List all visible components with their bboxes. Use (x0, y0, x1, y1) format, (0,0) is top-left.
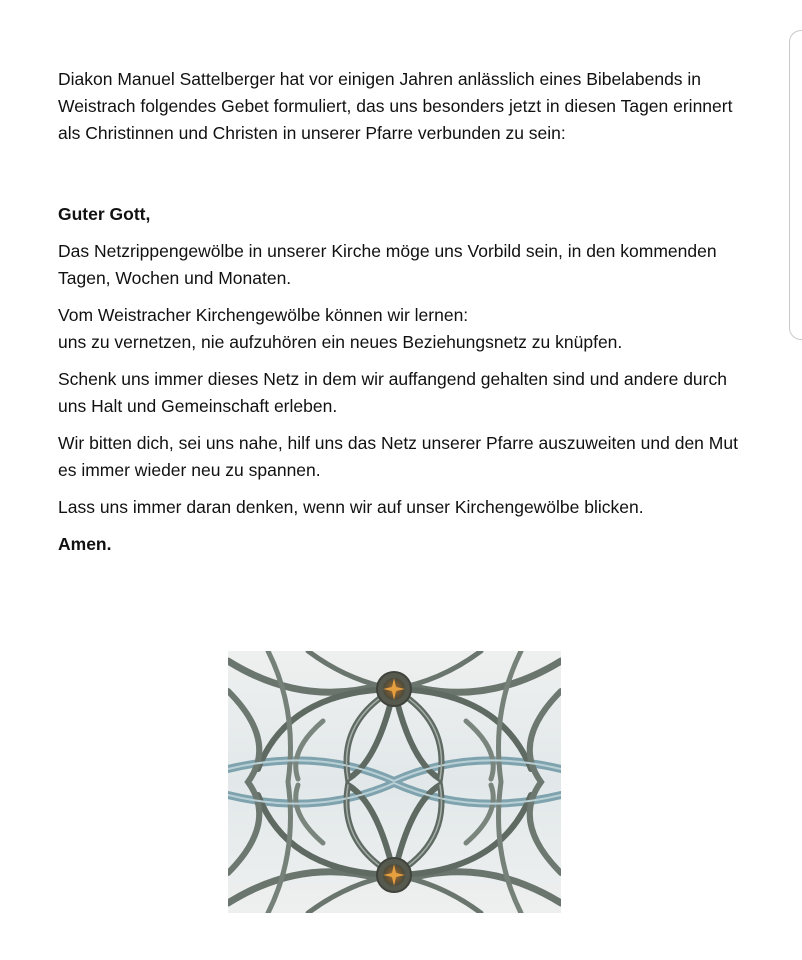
prayer-paragraph-4: Wir bitten dich, sei uns nahe, hilf uns das Netz unserer Pfarre auszuweiten und den Mut es immer wieder neu zu spannen. (58, 433, 738, 480)
prayer-paragraph-3: Schenk uns immer dieses Netz in dem wir auffangend gehalten sind und andere durch uns Halt und Gemeinschaft erleben. (58, 369, 727, 416)
church-vault-image (228, 651, 561, 913)
prayer-paragraph-2-line-1: Vom Weistracher Kirchengewölbe können wir lernen: (58, 305, 469, 325)
document-page (58, 66, 758, 558)
prayer-paragraph-1: Das Netzrippengewölbe in unserer Kirche möge uns Vorbild sein, in den kommenden Tagen, Wochen und Monaten. (58, 241, 717, 288)
prayer-paragraph-5: Lass uns immer daran denken, wenn wir auf unser Kirchengewölbe blicken. (58, 497, 644, 517)
net-rib-vault-illustration (228, 651, 561, 913)
scrollbar-edge[interactable] (789, 30, 802, 340)
vault-boss-bottom (377, 858, 411, 892)
vault-boss-top (377, 672, 411, 706)
prayer-paragraph-2 (58, 302, 758, 356)
intro-paragraph: Diakon Manuel Sattelberger hat vor einigen Jahren anlässlich eines Bibelabends in Weistrach folgendes Gebet formuliert, das uns besonders jetzt in diesen Tagen erinnert als Christinnen und Christen in unserer Pfarre verbunden zu sein: (58, 69, 733, 143)
prayer-greeting: Guter Gott, (58, 204, 151, 224)
prayer-amen: Amen. (58, 534, 112, 554)
prayer-paragraph-2-line-2: uns zu vernetzen, nie aufzuhören ein neues Beziehungsnetz zu knüpfen. (58, 332, 623, 352)
